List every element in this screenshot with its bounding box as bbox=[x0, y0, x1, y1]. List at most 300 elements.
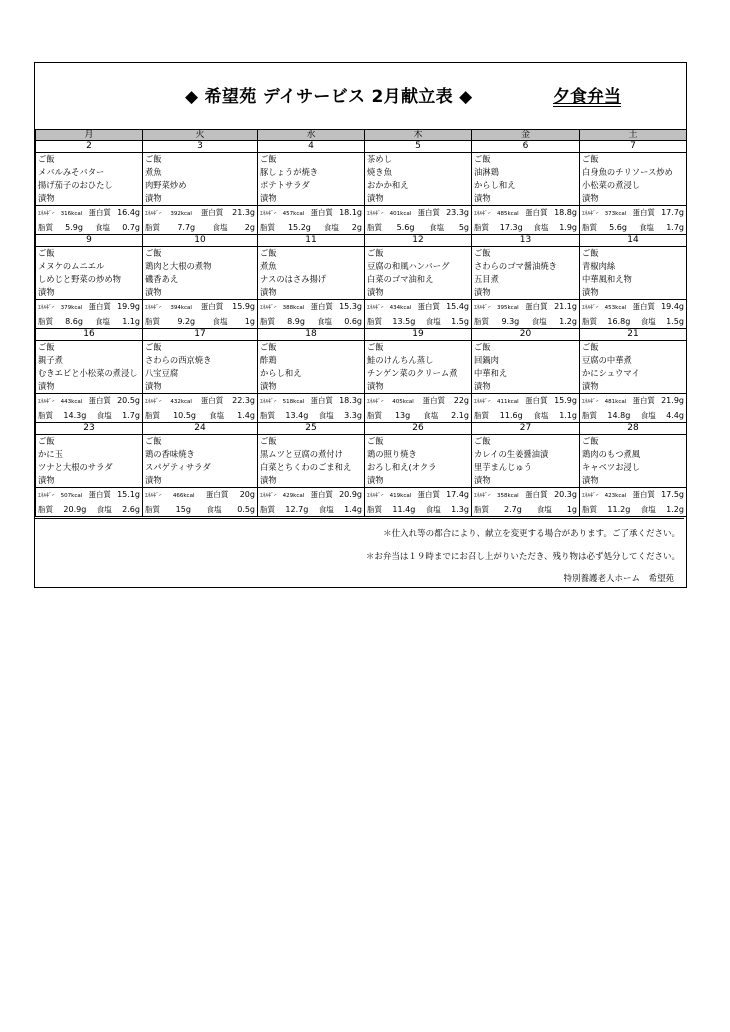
protein-value: 20g bbox=[239, 490, 255, 499]
date-cell: 12 bbox=[365, 235, 472, 247]
energy-value: 434kcal bbox=[389, 305, 412, 311]
salt-value: 1.5g bbox=[451, 317, 469, 326]
nutrition-line-energy-protein bbox=[474, 394, 577, 409]
salt-label: 食塩 bbox=[533, 411, 549, 420]
date-cell: 25 bbox=[258, 423, 365, 435]
menu-cell bbox=[365, 341, 472, 394]
nutrition-line-fat-salt bbox=[260, 221, 362, 234]
menu-item: 回鍋肉 bbox=[474, 355, 499, 365]
energy-label: ｴﾈﾙｷﾞｰ bbox=[260, 305, 277, 311]
energy-value: 443kcal bbox=[60, 399, 83, 405]
menu-item: 漬物 bbox=[367, 475, 384, 485]
menu-item: 漬物 bbox=[474, 475, 491, 485]
nutrition-cell bbox=[580, 394, 687, 423]
nutrition-line-fat-salt bbox=[38, 315, 140, 328]
menu-cell bbox=[143, 341, 258, 394]
salt-label: 食塩 bbox=[206, 505, 222, 514]
salt-label: 食塩 bbox=[533, 223, 549, 232]
protein-value: 15.9g bbox=[554, 396, 577, 405]
menu-item: おかか和え bbox=[367, 180, 409, 190]
nutrition-line-energy-protein bbox=[38, 300, 140, 315]
protein-value: 18.1g bbox=[339, 208, 362, 217]
menu-cell bbox=[365, 247, 472, 300]
nutrition-cell bbox=[143, 394, 258, 423]
nutrition-cell bbox=[258, 206, 365, 235]
energy-value: 419kcal bbox=[389, 493, 412, 499]
protein-value: 17.5g bbox=[661, 490, 684, 499]
salt-value: 2g bbox=[351, 223, 362, 232]
salt-value: 0.7g bbox=[122, 223, 140, 232]
protein-value: 19.9g bbox=[117, 302, 140, 311]
salt-label: 食塩 bbox=[318, 505, 334, 514]
protein-label: 蛋白質 bbox=[632, 490, 655, 499]
note-menu-change: ＊仕入れ等の都合により、献立を変更する場合があります。ご了承ください。 bbox=[383, 529, 680, 539]
nutrition-row bbox=[36, 206, 687, 235]
menu-row bbox=[36, 153, 687, 206]
menu-item: 漬物 bbox=[260, 193, 277, 203]
nutrition-line-fat-salt bbox=[582, 221, 684, 234]
nutrition-cell bbox=[472, 394, 580, 423]
menu-row bbox=[36, 341, 687, 394]
nutrition-line-energy-protein bbox=[260, 206, 362, 221]
salt-label: 食塩 bbox=[640, 317, 656, 326]
organization-name: 特別養護老人ホーム 希望苑 bbox=[563, 574, 674, 584]
menu-item: ご飯 bbox=[474, 248, 491, 258]
menu-item: ご飯 bbox=[38, 154, 55, 164]
salt-value: 2.6g bbox=[122, 505, 140, 514]
menu-item: メヌケのムニエル bbox=[38, 261, 105, 271]
salt-label: 食塩 bbox=[317, 317, 333, 326]
menu-item: 漬物 bbox=[582, 475, 599, 485]
menu-item: 茶めし bbox=[367, 154, 392, 164]
nutrition-cell bbox=[143, 206, 258, 235]
nutrition-line-fat-salt bbox=[38, 503, 140, 516]
fat-label: 脂質 bbox=[474, 317, 489, 326]
nutrition-line-energy-protein bbox=[582, 300, 684, 315]
menu-item: ご飯 bbox=[145, 154, 162, 164]
menu-item: ご飯 bbox=[38, 248, 55, 258]
menu-item: ご飯 bbox=[474, 154, 491, 164]
menu-item: 酢鶏 bbox=[260, 355, 277, 365]
energy-label: ｴﾈﾙｷﾞｰ bbox=[582, 211, 599, 217]
protein-label: 蛋白質 bbox=[525, 208, 548, 217]
energy-value: 432kcal bbox=[170, 399, 192, 405]
nutrition-cell bbox=[580, 300, 687, 329]
menu-item: 中華風和え物 bbox=[582, 274, 632, 284]
salt-label: 食塩 bbox=[640, 505, 656, 514]
nutrition-cell bbox=[365, 394, 472, 423]
energy-label: ｴﾈﾙｷﾞｰ bbox=[38, 493, 55, 499]
menu-item: 豆腐の和風ハンバーグ bbox=[367, 261, 450, 271]
energy-label: ｴﾈﾙｷﾞｰ bbox=[367, 493, 384, 499]
menu-row bbox=[36, 247, 687, 300]
menu-item: 里芋まんじゅう bbox=[474, 462, 533, 472]
menu-item: 漬物 bbox=[582, 287, 599, 297]
nutrition-line-fat-salt bbox=[260, 409, 362, 422]
salt-label: 食塩 bbox=[318, 411, 334, 420]
nutrition-line-energy-protein bbox=[260, 300, 362, 315]
energy-label: ｴﾈﾙｷﾞｰ bbox=[260, 211, 277, 217]
fat-label: 脂質 bbox=[145, 223, 160, 232]
nutrition-line-energy-protein bbox=[145, 300, 255, 315]
fat-value: 13.4g bbox=[285, 411, 309, 420]
salt-label: 食塩 bbox=[429, 223, 445, 232]
salt-value: 1.1g bbox=[559, 411, 577, 420]
nutrition-row bbox=[36, 488, 687, 517]
dow-fri: 金 bbox=[472, 130, 580, 141]
nutrition-line-energy-protein bbox=[145, 488, 255, 503]
energy-label: ｴﾈﾙｷﾞｰ bbox=[474, 493, 491, 499]
energy-label: ｴﾈﾙｷﾞｰ bbox=[145, 305, 162, 311]
energy-value: 379kcal bbox=[60, 305, 83, 311]
fat-value: 20.9g bbox=[63, 505, 87, 514]
protein-value: 20.5g bbox=[117, 396, 140, 405]
protein-value: 22g bbox=[453, 396, 469, 405]
menu-cell bbox=[36, 153, 143, 206]
protein-label: 蛋白質 bbox=[310, 208, 333, 217]
menu-cell bbox=[472, 153, 580, 206]
nutrition-line-fat-salt bbox=[145, 409, 255, 422]
nutrition-line-fat-salt bbox=[367, 409, 469, 422]
dow-thu: 木 bbox=[365, 130, 472, 141]
title-area bbox=[35, 63, 686, 129]
protein-value: 20.3g bbox=[554, 490, 577, 499]
menu-item: ご飯 bbox=[145, 436, 162, 446]
energy-label: ｴﾈﾙｷﾞｰ bbox=[474, 305, 491, 311]
salt-value: 4.4g bbox=[666, 411, 684, 420]
protein-label: 蛋白質 bbox=[200, 396, 224, 405]
salt-label: 食塩 bbox=[640, 411, 656, 420]
protein-label: 蛋白質 bbox=[205, 490, 229, 499]
date-cell: 16 bbox=[36, 329, 143, 341]
energy-label: ｴﾈﾙｷﾞｰ bbox=[260, 399, 277, 405]
nutrition-cell bbox=[365, 300, 472, 329]
nutrition-line-energy-protein bbox=[474, 206, 577, 221]
menu-item: 白菜のゴマ油和え bbox=[367, 274, 434, 284]
protein-label: 蛋白質 bbox=[632, 396, 655, 405]
nutrition-line-fat-salt bbox=[260, 503, 362, 516]
menu-cell bbox=[258, 153, 365, 206]
menu-cell bbox=[258, 435, 365, 488]
nutrition-line-fat-salt bbox=[260, 315, 362, 328]
menu-item: 漬物 bbox=[145, 193, 162, 203]
protein-value: 15.1g bbox=[117, 490, 140, 499]
date-cell: 10 bbox=[143, 235, 258, 247]
nutrition-line-energy-protein bbox=[260, 488, 362, 503]
protein-value: 18.3g bbox=[339, 396, 362, 405]
date-row bbox=[36, 329, 687, 341]
energy-value: 518kcal bbox=[282, 399, 305, 405]
salt-value: 1.4g bbox=[237, 411, 255, 420]
menu-item: ご飯 bbox=[260, 436, 277, 446]
salt-value: 1.4g bbox=[344, 505, 362, 514]
menu-item: 鮭のけんちん蒸し bbox=[367, 355, 434, 365]
energy-value: 466kcal bbox=[172, 493, 195, 499]
salt-value: 1g bbox=[244, 317, 255, 326]
energy-value: 401kcal bbox=[389, 211, 412, 217]
dow-sat: 土 bbox=[580, 130, 687, 141]
nutrition-line-fat-salt bbox=[367, 315, 469, 328]
protein-value: 20.9g bbox=[339, 490, 362, 499]
fat-value: 13g bbox=[394, 411, 411, 420]
menu-cell bbox=[580, 247, 687, 300]
protein-label: 蛋白質 bbox=[632, 302, 655, 311]
menu-cell bbox=[580, 153, 687, 206]
salt-value: 2g bbox=[244, 223, 255, 232]
energy-value: 423kcal bbox=[604, 493, 627, 499]
fat-value: 15.2g bbox=[287, 223, 311, 232]
protein-label: 蛋白質 bbox=[200, 208, 224, 217]
menu-item: 油淋鶏 bbox=[474, 167, 499, 177]
energy-label: ｴﾈﾙｷﾞｰ bbox=[474, 211, 491, 217]
menu-item: ご飯 bbox=[367, 342, 384, 352]
menu-item: 煮魚 bbox=[260, 261, 277, 271]
menu-item: ご飯 bbox=[582, 248, 599, 258]
menu-item: 鶏肉と大根の煮物 bbox=[145, 261, 212, 271]
date-cell: 9 bbox=[36, 235, 143, 247]
date-cell: 5 bbox=[365, 141, 472, 153]
nutrition-line-fat-salt bbox=[145, 315, 255, 328]
menu-item: 漬物 bbox=[367, 193, 384, 203]
menu-item: ご飯 bbox=[260, 248, 277, 258]
fat-label: 脂質 bbox=[38, 223, 53, 232]
fat-label: 脂質 bbox=[367, 411, 382, 420]
fat-value: 8.9g bbox=[287, 317, 305, 326]
fat-value: 11.6g bbox=[499, 411, 523, 420]
protein-value: 18.8g bbox=[554, 208, 577, 217]
menu-item: からし和え bbox=[260, 368, 302, 378]
nutrition-line-energy-protein bbox=[474, 300, 577, 315]
menu-item: 五目煮 bbox=[474, 274, 499, 284]
nutrition-line-fat-salt bbox=[582, 315, 684, 328]
fat-label: 脂質 bbox=[582, 505, 597, 514]
date-row bbox=[36, 235, 687, 247]
nutrition-line-fat-salt bbox=[474, 409, 577, 422]
menu-item: ポテトサラダ bbox=[260, 180, 310, 190]
menu-item: チンゲン菜のクリーム煮 bbox=[367, 368, 458, 378]
fat-value: 11.2g bbox=[607, 505, 631, 514]
date-cell: 27 bbox=[472, 423, 580, 435]
nutrition-cell bbox=[472, 488, 580, 517]
menu-item: 親子煮 bbox=[38, 355, 63, 365]
protein-label: 蛋白質 bbox=[525, 396, 548, 405]
energy-value: 388kcal bbox=[282, 305, 305, 311]
energy-label: ｴﾈﾙｷﾞｰ bbox=[145, 399, 162, 405]
protein-value: 19.4g bbox=[661, 302, 684, 311]
menu-item: 煮魚 bbox=[145, 167, 162, 177]
nutrition-line-fat-salt bbox=[38, 409, 140, 422]
energy-value: 395kcal bbox=[497, 305, 519, 311]
menu-cell bbox=[472, 341, 580, 394]
protein-value: 17.4g bbox=[446, 490, 469, 499]
menu-item: 漬物 bbox=[38, 193, 55, 203]
day-of-week-header-row bbox=[36, 130, 687, 141]
menu-calendar-table bbox=[35, 129, 687, 517]
salt-label: 食塩 bbox=[212, 223, 228, 232]
menu-item: 中華和え bbox=[474, 368, 508, 378]
fat-value: 13.5g bbox=[392, 317, 416, 326]
menu-item: しめじと野菜の炒め物 bbox=[38, 274, 121, 284]
energy-label: ｴﾈﾙｷﾞｰ bbox=[38, 399, 55, 405]
nutrition-cell bbox=[36, 300, 143, 329]
menu-cell bbox=[365, 435, 472, 488]
menu-cell bbox=[365, 153, 472, 206]
date-cell: 18 bbox=[258, 329, 365, 341]
menu-item: おろし和え(オクラ bbox=[367, 462, 437, 472]
menu-cell bbox=[143, 435, 258, 488]
salt-label: 食塩 bbox=[96, 505, 112, 514]
menu-item: 漬物 bbox=[260, 381, 277, 391]
date-cell: 20 bbox=[472, 329, 580, 341]
salt-label: 食塩 bbox=[425, 317, 441, 326]
menu-item: ご飯 bbox=[260, 342, 277, 352]
menu-item: 小松菜の煮浸し bbox=[582, 180, 641, 190]
date-cell: 24 bbox=[143, 423, 258, 435]
menu-item: 漬物 bbox=[38, 475, 55, 485]
menu-item: 鶏の香味焼き bbox=[145, 449, 195, 459]
nutrition-cell bbox=[365, 488, 472, 517]
nutrition-cell bbox=[258, 300, 365, 329]
nutrition-line-fat-salt bbox=[145, 503, 255, 516]
energy-value: 507kcal bbox=[60, 493, 83, 499]
energy-label: ｴﾈﾙｷﾞｰ bbox=[367, 399, 384, 405]
menu-item: 漬物 bbox=[582, 193, 599, 203]
salt-value: 1g bbox=[566, 505, 577, 514]
date-cell: 14 bbox=[580, 235, 687, 247]
protein-label: 蛋白質 bbox=[525, 302, 548, 311]
energy-label: ｴﾈﾙｷﾞｰ bbox=[38, 211, 55, 217]
energy-value: 373kcal bbox=[604, 211, 627, 217]
fat-value: 12.7g bbox=[285, 505, 309, 514]
nutrition-cell bbox=[472, 206, 580, 235]
menu-item: ご飯 bbox=[38, 436, 55, 446]
date-cell: 6 bbox=[472, 141, 580, 153]
menu-cell bbox=[36, 435, 143, 488]
energy-value: 453kcal bbox=[604, 305, 627, 311]
fat-label: 脂質 bbox=[260, 317, 275, 326]
menu-item: 焼き魚 bbox=[367, 167, 392, 177]
salt-value: 1.2g bbox=[666, 505, 684, 514]
protein-value: 16.4g bbox=[117, 208, 140, 217]
salt-value: 0.6g bbox=[344, 317, 362, 326]
fat-label: 脂質 bbox=[38, 505, 53, 514]
nutrition-cell bbox=[36, 206, 143, 235]
menu-cell bbox=[580, 341, 687, 394]
fat-value: 11.4g bbox=[392, 505, 416, 514]
menu-item: 揚げ茄子のおひたし bbox=[38, 180, 113, 190]
menu-item: カレイの生姜醤油漬 bbox=[474, 449, 549, 459]
date-cell: 26 bbox=[365, 423, 472, 435]
protein-label: 蛋白質 bbox=[200, 302, 224, 311]
menu-cell bbox=[143, 247, 258, 300]
menu-item: 肉野菜炒め bbox=[145, 180, 187, 190]
nutrition-line-energy-protein bbox=[367, 206, 469, 221]
protein-value: 17.7g bbox=[661, 208, 684, 217]
energy-value: 411kcal bbox=[497, 399, 519, 405]
nutrition-line-fat-salt bbox=[367, 221, 469, 234]
nutrition-cell bbox=[36, 394, 143, 423]
menu-item: 漬物 bbox=[38, 381, 55, 391]
fat-value: 5.9g bbox=[65, 223, 83, 232]
menu-item: 漬物 bbox=[145, 381, 162, 391]
fat-value: 7.7g bbox=[177, 223, 196, 232]
fat-value: 5.6g bbox=[396, 223, 415, 232]
menu-cell bbox=[143, 153, 258, 206]
menu-item: 漬物 bbox=[260, 287, 277, 297]
menu-item: 八宝豆腐 bbox=[145, 368, 179, 378]
protein-label: 蛋白質 bbox=[417, 208, 440, 217]
protein-label: 蛋白質 bbox=[417, 490, 440, 499]
nutrition-cell bbox=[36, 488, 143, 517]
dow-wed: 水 bbox=[258, 130, 365, 141]
energy-value: 358kcal bbox=[497, 493, 519, 499]
fat-label: 脂質 bbox=[582, 317, 597, 326]
salt-value: 1.3g bbox=[451, 505, 469, 514]
dow-mon: 月 bbox=[36, 130, 143, 141]
menu-item: 鶏の照り焼き bbox=[367, 449, 417, 459]
menu-item: ご飯 bbox=[367, 436, 384, 446]
nutrition-line-energy-protein bbox=[367, 300, 469, 315]
nutrition-line-energy-protein bbox=[582, 488, 684, 503]
menu-cell bbox=[580, 435, 687, 488]
salt-label: 食塩 bbox=[423, 411, 439, 420]
protein-value: 23.3g bbox=[446, 208, 469, 217]
nutrition-line-fat-salt bbox=[474, 221, 577, 234]
fat-value: 9.2g bbox=[177, 317, 196, 326]
protein-label: 蛋白質 bbox=[88, 490, 111, 499]
date-cell: 7 bbox=[580, 141, 687, 153]
menu-item: ご飯 bbox=[367, 248, 384, 258]
fat-label: 脂質 bbox=[367, 317, 382, 326]
fat-label: 脂質 bbox=[38, 411, 53, 420]
nutrition-line-fat-salt bbox=[145, 221, 255, 234]
protein-label: 蛋白質 bbox=[422, 396, 446, 405]
protein-value: 21.9g bbox=[661, 396, 684, 405]
menu-item: 豆腐の中華煮 bbox=[582, 355, 632, 365]
menu-item: 漬物 bbox=[38, 287, 55, 297]
energy-label: ｴﾈﾙｷﾞｰ bbox=[145, 493, 162, 499]
salt-value: 2.1g bbox=[451, 411, 469, 420]
energy-value: 481kcal bbox=[604, 399, 627, 405]
nutrition-line-energy-protein bbox=[474, 488, 577, 503]
protein-value: 15.9g bbox=[232, 302, 255, 311]
salt-value: 1.7g bbox=[666, 223, 684, 232]
menu-item: 漬物 bbox=[582, 381, 599, 391]
energy-label: ｴﾈﾙｷﾞｰ bbox=[474, 399, 491, 405]
nutrition-line-energy-protein bbox=[582, 206, 684, 221]
salt-label: 食塩 bbox=[209, 411, 225, 420]
fat-label: 脂質 bbox=[367, 223, 382, 232]
date-cell: 3 bbox=[143, 141, 258, 153]
nutrition-line-fat-salt bbox=[367, 503, 469, 516]
fat-value: 17.3g bbox=[499, 223, 523, 232]
nutrition-line-energy-protein bbox=[145, 206, 255, 221]
menu-cell bbox=[36, 247, 143, 300]
menu-item: メバルみそバター bbox=[38, 167, 105, 177]
menu-cell bbox=[36, 341, 143, 394]
nutrition-cell bbox=[143, 300, 258, 329]
menu-item: さわらのゴマ醤油焼き bbox=[474, 261, 557, 271]
dow-tue: 火 bbox=[143, 130, 258, 141]
nutrition-cell bbox=[580, 206, 687, 235]
date-cell: 11 bbox=[258, 235, 365, 247]
protein-label: 蛋白質 bbox=[525, 490, 548, 499]
nutrition-line-fat-salt bbox=[582, 503, 684, 516]
energy-label: ｴﾈﾙｷﾞｰ bbox=[582, 399, 599, 405]
menu-item: 漬物 bbox=[474, 381, 491, 391]
fat-label: 脂質 bbox=[260, 411, 275, 420]
menu-item: さわらの西京焼き bbox=[145, 355, 212, 365]
